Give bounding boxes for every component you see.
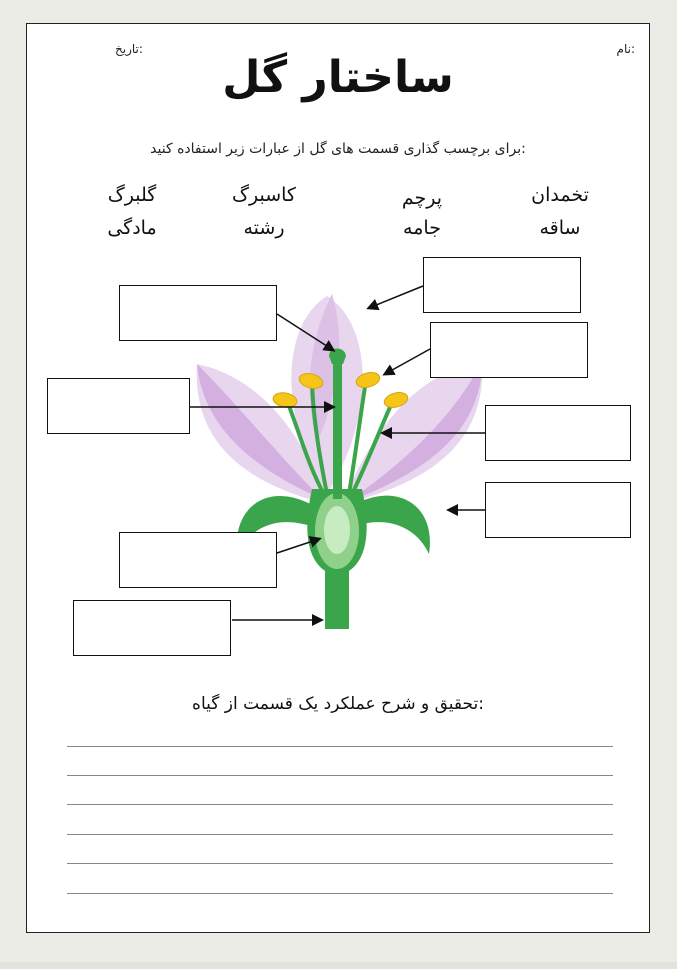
label-box-sepal[interactable]: [485, 482, 631, 538]
label-box-stigma[interactable]: [119, 285, 277, 341]
label-box-filament[interactable]: [485, 405, 631, 461]
stem: [325, 569, 349, 629]
bottom-strip: [0, 962, 677, 969]
style: [333, 359, 342, 499]
writing-line[interactable]: [67, 804, 613, 805]
term-pistil: مادگی: [107, 217, 157, 239]
arrow-petal: [369, 286, 423, 308]
label-box-stem[interactable]: [73, 600, 231, 656]
term-sepal: کاسبرگ: [232, 184, 296, 206]
worksheet: [26, 23, 650, 933]
writing-line[interactable]: [67, 775, 613, 776]
writing-line[interactable]: [67, 863, 613, 864]
stigma: [329, 349, 346, 365]
arrow-anther: [385, 349, 430, 374]
writing-line[interactable]: [67, 893, 613, 894]
label-box-style[interactable]: [47, 378, 190, 434]
label-box-petal[interactable]: [423, 257, 581, 313]
date-label: تاریخ:: [115, 42, 143, 56]
page-title: ساختار گل: [222, 52, 454, 103]
writing-line[interactable]: [67, 746, 613, 747]
name-label: نام:: [616, 42, 635, 56]
ovary: [324, 506, 350, 554]
research-prompt: تحقیق و شرح عملکرد یک قسمت از گیاه:: [192, 694, 484, 714]
term-petal: گلبرگ: [107, 184, 157, 206]
label-box-ovary[interactable]: [119, 532, 277, 588]
term-filament: رشته: [243, 217, 285, 239]
instruction-text: برای برچسب گذاری قسمت های گل از عبارات زیر استفاده کنید:: [150, 141, 526, 157]
term-ovary: تخمدان: [531, 184, 589, 206]
term-stigma: جامه: [403, 217, 441, 239]
term-stem: ساقه: [539, 217, 581, 239]
writing-line[interactable]: [67, 834, 613, 835]
label-box-anther[interactable]: [430, 322, 588, 378]
term-stamen: پرچم: [401, 187, 443, 209]
